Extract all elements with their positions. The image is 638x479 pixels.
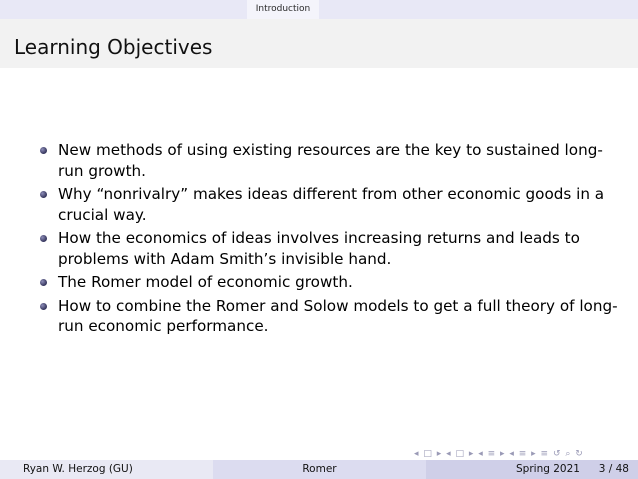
footer-short-title: Romer — [302, 463, 337, 475]
bullet-icon — [40, 303, 47, 310]
bullet-icon — [40, 147, 47, 154]
bullet-icon — [40, 191, 47, 198]
footer — [0, 460, 638, 479]
objectives-list — [38, 140, 618, 340]
footer-date-box — [426, 460, 638, 479]
list-item — [38, 184, 618, 225]
bullet-icon — [40, 235, 47, 242]
list-item — [38, 228, 618, 269]
footer-author-box — [0, 460, 213, 479]
objective-text: New methods of using existing resources are the key to sustained long-run growth. — [58, 141, 603, 180]
beamer-navigation-controls[interactable]: ◂ □ ▸ ◂ □ ▸ ◂ ≡ ▸ ◂ ≡ ▸ ≡ ↺ ⌕ ↻ — [414, 449, 584, 459]
objective-text: The Romer model of economic growth. — [58, 273, 353, 291]
list-item — [38, 272, 618, 293]
list-item — [38, 140, 618, 181]
nav-section-introduction[interactable]: Introduction — [247, 0, 319, 19]
footer-author: Ryan W. Herzog (GU) — [23, 463, 133, 475]
footer-date: Spring 2021 — [516, 463, 580, 475]
objective-text: How the economics of ideas involves increasing returns and leads to problems with Adam Smith’s invisible hand. — [58, 229, 580, 268]
list-item — [38, 296, 618, 337]
objective-text: How to combine the Romer and Solow models to get a full theory of long-run economic performance. — [58, 296, 618, 335]
frame-title: Learning Objectives — [14, 35, 213, 59]
footer-title-box — [213, 460, 426, 479]
bullet-icon — [40, 279, 47, 286]
section-nav-bar — [0, 0, 638, 19]
footer-page-number: 3 / 48 — [598, 463, 629, 475]
objective-text: Why “nonrivalry” makes ideas different from other economic goods in a crucial way. — [58, 185, 605, 224]
